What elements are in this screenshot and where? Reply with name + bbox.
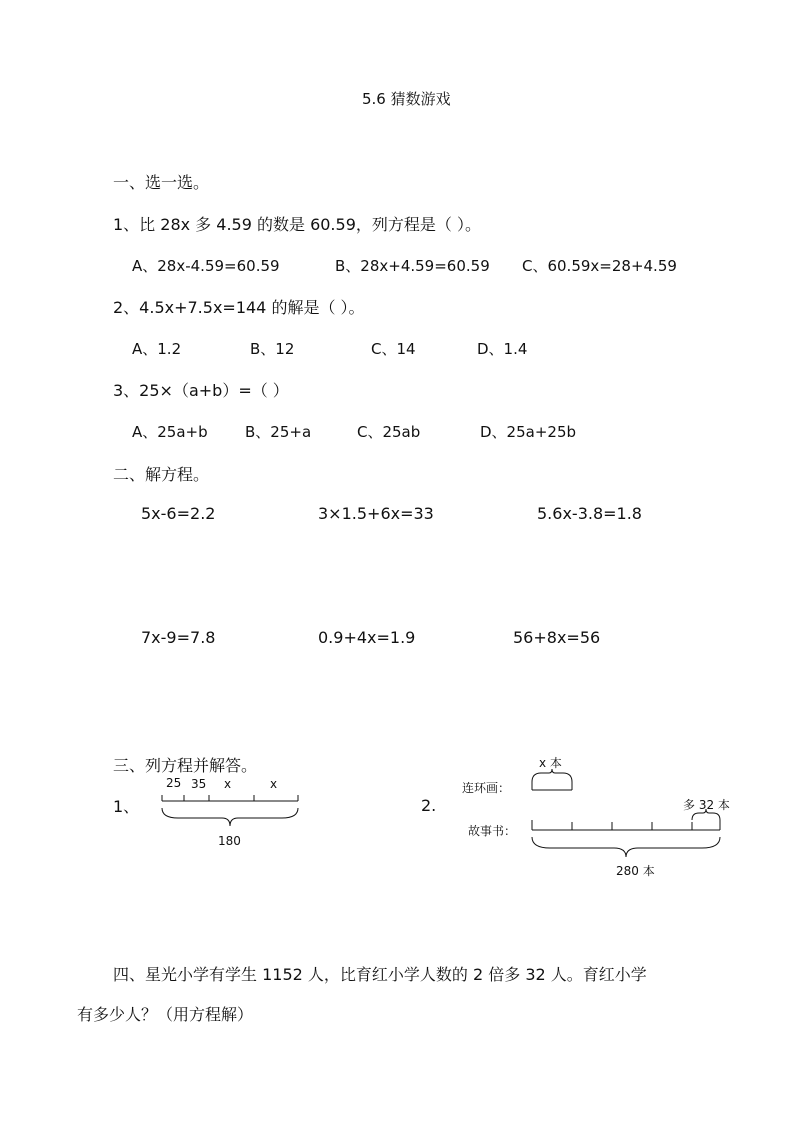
question-1-option-b: B、28x+4.59=60.59 — [335, 257, 490, 275]
question-3-option-d: D、25a+25b — [480, 423, 577, 441]
equation: 56+8x=56 — [513, 628, 601, 647]
segment-label: x — [224, 777, 232, 791]
question-1-stem: 1、比 28x 多 4.59 的数是 60.59，列方程是（ ）。 — [113, 215, 481, 234]
segment-label: 25 — [166, 776, 182, 790]
total-label: 180 — [218, 834, 241, 848]
problem-1-number: 1、 — [113, 797, 140, 816]
section-2-heading: 二、解方程。 — [113, 465, 210, 484]
question-1-option-a: A、28x-4.59=60.59 — [132, 257, 280, 275]
page-title: 5.6 猜数游戏 — [362, 90, 451, 108]
problem-2-number: 2. — [421, 796, 437, 815]
comic-label: 连环画： — [462, 781, 511, 795]
storybook-label: 故事书： — [468, 824, 517, 838]
equation: 3×1.5+6x=33 — [318, 504, 434, 523]
equation: 5x-6=2.2 — [141, 504, 216, 523]
question-2-option-b: B、12 — [250, 340, 295, 358]
segment-label: 35 — [191, 777, 207, 791]
question-1-option-c: C、60.59x=28+4.59 — [522, 257, 677, 275]
equation: 0.9+4x=1.9 — [318, 628, 416, 647]
question-3-stem: 3、25×（a+b）=（ ） — [113, 381, 289, 400]
question-2-option-a: A、1.2 — [132, 340, 182, 358]
question-2-stem: 2、4.5x+7.5x=144 的解是（ ）。 — [113, 298, 365, 317]
segment-label: x — [270, 777, 278, 791]
total-brace — [532, 837, 720, 857]
question-3-option-b: B、25+a — [245, 423, 312, 441]
section-4-line-1: 四、星光小学有学生 1152 人，比育红小学人数的 2 倍多 32 人。育红小学 — [113, 965, 647, 984]
section-1-heading: 一、选一选。 — [113, 173, 210, 192]
section-3-heading: 三、列方程并解答。 — [113, 756, 258, 775]
question-3-option-c: C、25ab — [357, 423, 421, 441]
question-2-option-d: D、1.4 — [477, 340, 528, 358]
x-label: x 本 — [539, 756, 562, 770]
question-2-option-c: C、14 — [371, 340, 416, 358]
more-label: 多 32 本 — [683, 798, 730, 812]
question-3-option-a: A、25a+b — [132, 423, 208, 441]
section-4-line-2: 有多少人？（用方程解） — [77, 1005, 254, 1024]
equation: 5.6x-3.8=1.8 — [537, 504, 642, 523]
x-brace — [532, 769, 572, 782]
equation: 7x-9=7.8 — [141, 628, 216, 647]
more-brace — [692, 809, 720, 820]
total-label: 280 本 — [616, 864, 655, 878]
